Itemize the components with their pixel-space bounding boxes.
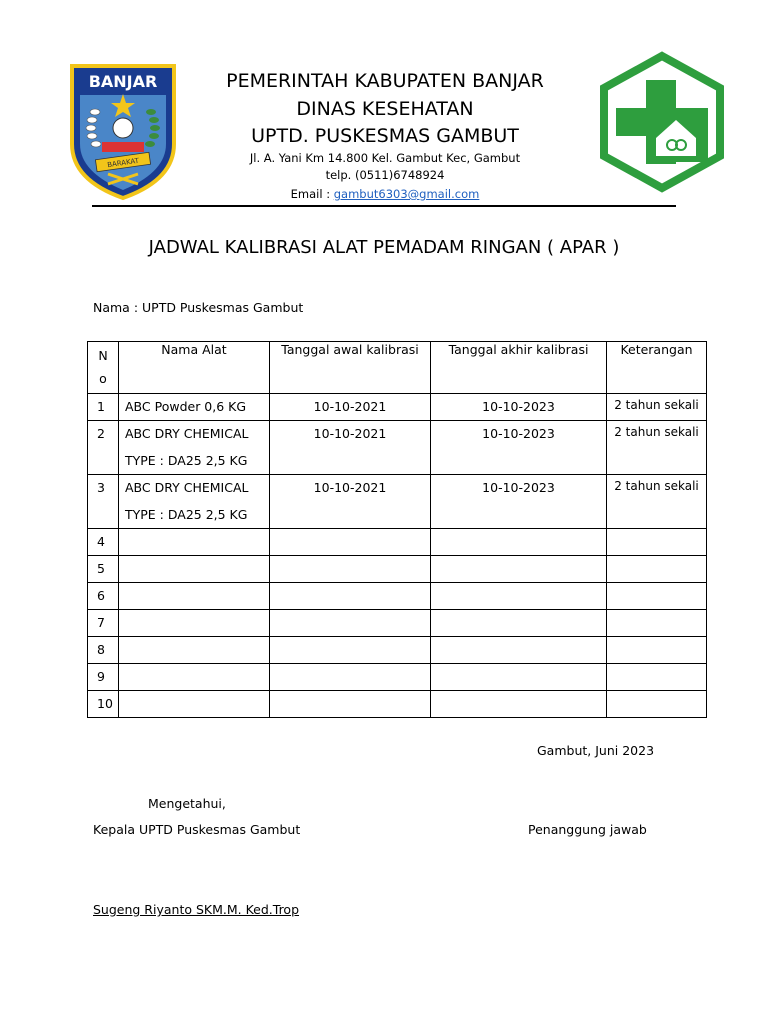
- header-government: PEMERINTAH KABUPATEN BANJAR: [226, 70, 544, 92]
- header-address: Jl. A. Yani Km 14.800 Kel. Gambut Kec, Gambut: [249, 151, 521, 165]
- nama-line: Nama : UPTD Puskesmas Gambut: [93, 300, 304, 315]
- logo-barakat-text: BARAKAT: [106, 156, 140, 170]
- header-nama-alat: Nama Alat: [119, 342, 270, 394]
- row-nama-line-1: ABC DRY CHEMICAL: [125, 426, 249, 441]
- header-keterangan: Keterangan: [607, 342, 707, 394]
- row-keterangan: 2 tahun sekali: [614, 398, 699, 412]
- row-tanggal-awal: 10-10-2021: [313, 399, 387, 414]
- table-row: [88, 475, 707, 529]
- table-row: [88, 610, 707, 637]
- header-phone: telp. (0511)6748924: [325, 168, 445, 182]
- row-no: 7: [97, 615, 105, 630]
- row-nama-alat: ABC Powder 0,6 KG: [125, 399, 247, 414]
- calibration-table: [87, 341, 707, 718]
- table-row: [88, 529, 707, 556]
- logo-banjar-text: BANJAR: [88, 72, 158, 91]
- penanggung-jawab-label: Penanggung jawab: [528, 822, 647, 837]
- row-keterangan: 2 tahun sekali: [614, 425, 699, 439]
- table-row: [88, 637, 707, 664]
- document-title: JADWAL KALIBRASI ALAT PEMADAM RINGAN ( APAR ): [148, 237, 620, 258]
- row-no: 4: [97, 534, 105, 549]
- place-date: Gambut, Juni 2023: [537, 743, 655, 758]
- email-link[interactable]: gambut6303@gmail.com: [333, 187, 480, 201]
- puskesmas-logo: [596, 50, 728, 195]
- row-keterangan: 2 tahun sekali: [614, 479, 699, 493]
- table-header-row: [88, 342, 707, 394]
- table-row: [88, 583, 707, 610]
- email-label: Email :: [290, 187, 334, 201]
- row-no: 8: [97, 642, 105, 657]
- header-no-1: N: [98, 348, 108, 363]
- header-puskesmas: UPTD. PUSKESMAS GAMBUT: [251, 125, 519, 147]
- table-row: [88, 556, 707, 583]
- row-nama-alat: [119, 469, 269, 528]
- row-no: 1: [97, 399, 105, 414]
- row-no: 2: [97, 426, 105, 441]
- row-no: 5: [97, 561, 105, 576]
- signer-name: Sugeng Riyanto SKM.M. Ked.Trop: [93, 902, 300, 917]
- row-nama-alat: [119, 415, 269, 474]
- table-row: [88, 691, 707, 718]
- header-tanggal-akhir: Tanggal akhir kalibrasi: [431, 342, 607, 394]
- table-row: [88, 664, 707, 691]
- row-no: 9: [97, 669, 105, 684]
- header-tanggal-awal: Tanggal awal kalibrasi: [270, 342, 431, 394]
- header-no-2: o: [99, 371, 107, 386]
- row-tanggal-akhir: 10-10-2023: [482, 426, 555, 441]
- row-tanggal-akhir: 10-10-2023: [482, 480, 555, 495]
- row-nama-line-2: TYPE : DA25 2,5 KG: [125, 453, 248, 468]
- row-nama-line-2: TYPE : DA25 2,5 KG: [125, 507, 248, 522]
- row-nama-line-1: ABC DRY CHEMICAL: [125, 480, 249, 495]
- row-tanggal-awal: 10-10-2021: [313, 480, 387, 495]
- row-no: 3: [97, 480, 105, 495]
- header-no: [88, 342, 119, 394]
- mengetahui-label: Mengetahui,: [148, 796, 226, 811]
- kabupaten-banjar-logo: [68, 62, 178, 202]
- kepala-label: Kepala UPTD Puskesmas Gambut: [93, 822, 301, 837]
- table-row: [88, 394, 707, 421]
- header-email-line: [180, 187, 590, 201]
- row-tanggal-awal: 10-10-2021: [313, 426, 387, 441]
- header-department: DINAS KESEHATAN: [296, 98, 474, 120]
- row-no: 6: [97, 588, 105, 603]
- row-no: 10: [97, 696, 113, 711]
- table-row: [88, 421, 707, 475]
- row-tanggal-akhir: 10-10-2023: [482, 399, 555, 414]
- header-divider: [92, 205, 676, 207]
